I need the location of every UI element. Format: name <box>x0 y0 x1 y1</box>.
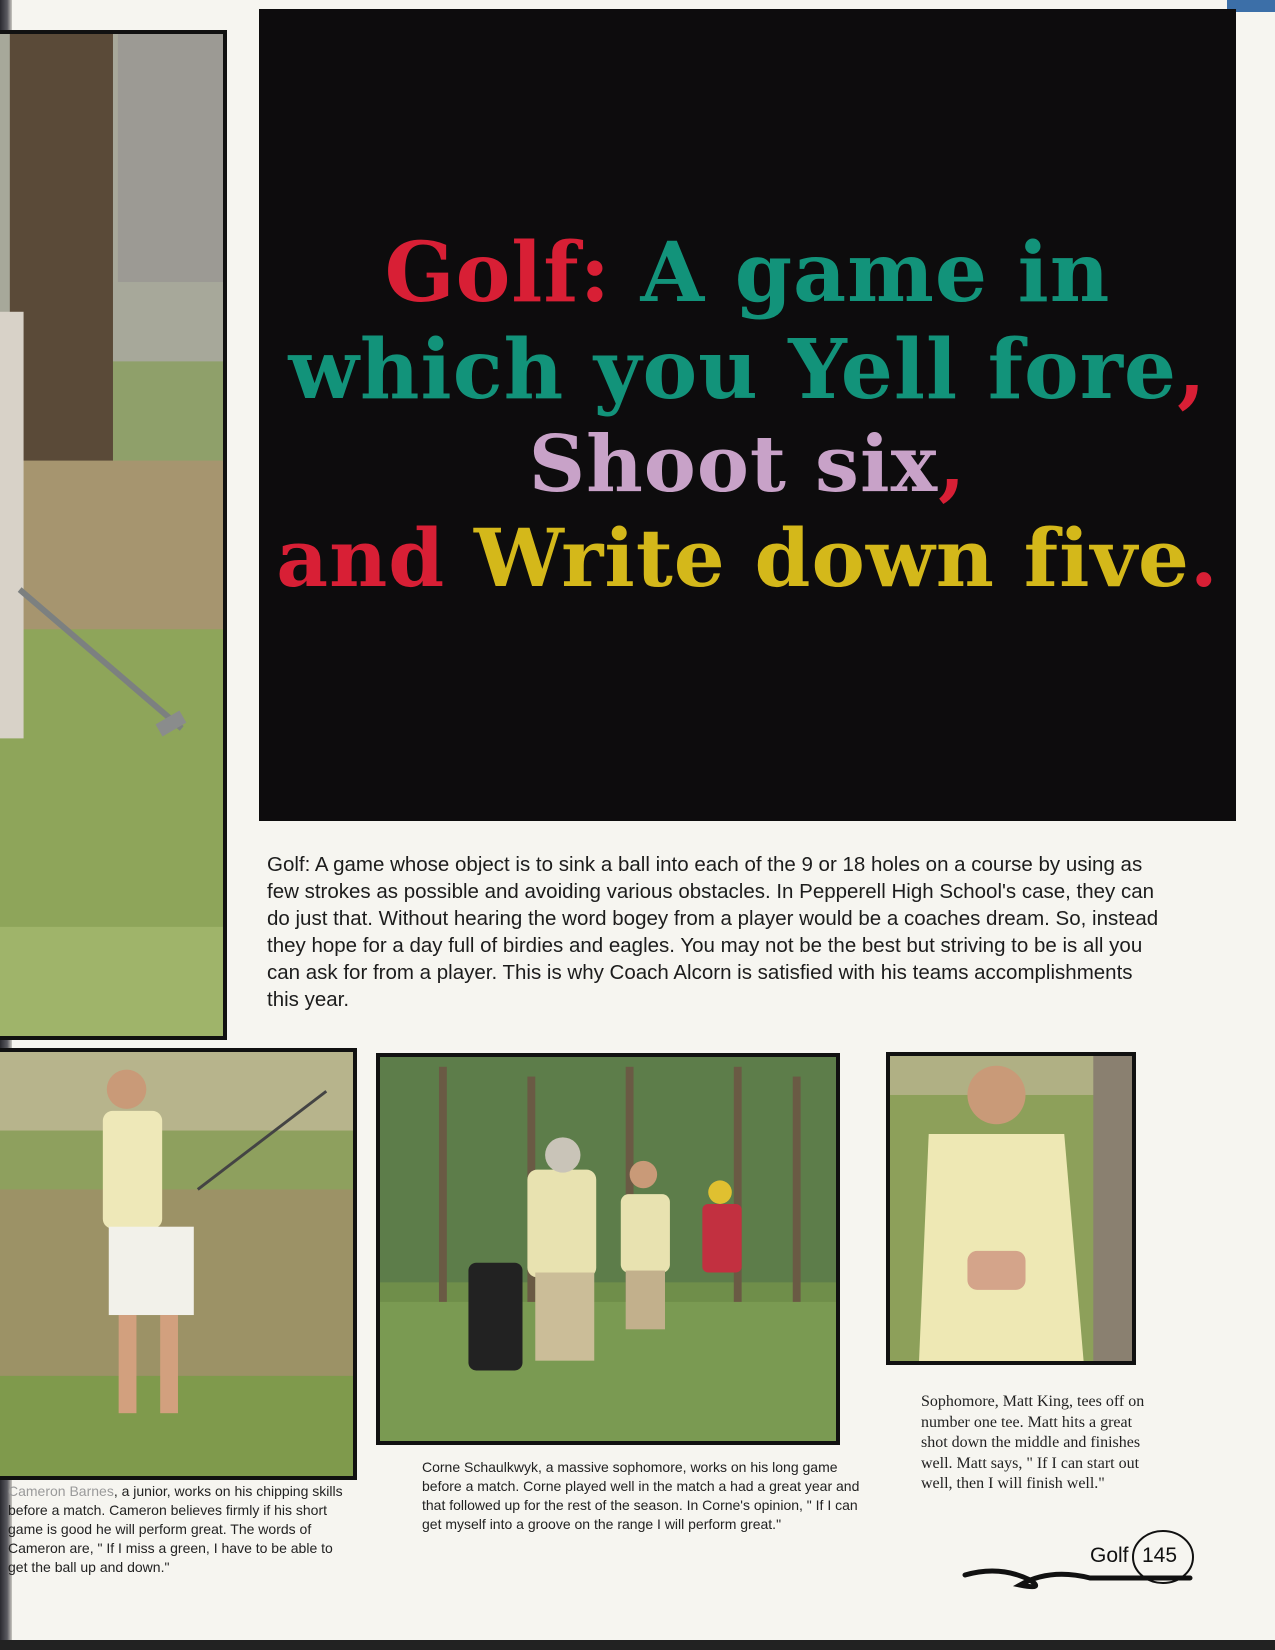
caption-left <box>8 1482 348 1577</box>
title-line-3 <box>529 419 966 511</box>
golfer-chipping-photo <box>0 1048 357 1480</box>
title-phrase-yell-fore: which you Yell fore <box>288 321 1178 418</box>
page-bottom-edge <box>0 1640 1275 1650</box>
caption-left-text: , a junior, works on his chipping skills before a match. Cameron believes firmly if his short game is good he will perform great. The words of Cameron are, " If I miss a green, I have to be able to get the ball up and down." <box>8 1483 343 1575</box>
folio-section-label: Golf <box>1090 1544 1129 1567</box>
title-phrase-write-down-five: Write down five <box>474 510 1190 605</box>
caption-center: Corne Schaulkwyk, a massive sophomore, works on his long game before a match. Corne played well in the match a had a great year and that followed up for the rest of the season. In Corne's opinion, " If I can get myself into a groove on the range I will perform great." <box>422 1459 860 1532</box>
golfers-on-range-photo <box>376 1053 840 1445</box>
caption-right: Sophomore, Matt King, tees off on number one tee. Matt hits a great shot down the middle and finishes well. Matt says, " If I can start out well, then I will finish well." <box>921 1393 1145 1492</box>
page-folio <box>960 1530 1215 1600</box>
golfer-swing-photo <box>0 30 227 1040</box>
title-panel <box>259 9 1236 821</box>
title-period: . <box>1189 510 1219 605</box>
title-line-2 <box>288 322 1206 419</box>
title-word-and: and <box>276 510 475 605</box>
title-line-4 <box>276 511 1219 605</box>
title-phrase-shoot-six: Shoot six <box>528 418 939 510</box>
golfer-teeing-off-photo <box>886 1052 1136 1365</box>
caption-left-name: Cameron Barnes <box>8 1483 114 1499</box>
title-comma: , <box>938 418 967 510</box>
title-phrase-a-game-in: A game in <box>640 225 1111 322</box>
title-word-golf: Golf: <box>384 225 641 322</box>
page-number: 145 <box>1142 1544 1178 1567</box>
title-line-1 <box>385 225 1111 322</box>
title-comma: , <box>1177 321 1207 418</box>
intro-paragraph: Golf: A game whose object is to sink a ball into each of the 9 or 18 holes on a course by using as few strokes as possible and avoiding various obstacles. In Pepperell High School's case, they can do just that. Without hearing the word bogey from a player would be a coaches dream. So, instead they hope for a day full of birdies and eagles. You may not be the best but striving to be is all you can ask for from a player. This is why Coach Alcorn is satisfied with his teams accomplishments this year. <box>267 853 1159 1011</box>
